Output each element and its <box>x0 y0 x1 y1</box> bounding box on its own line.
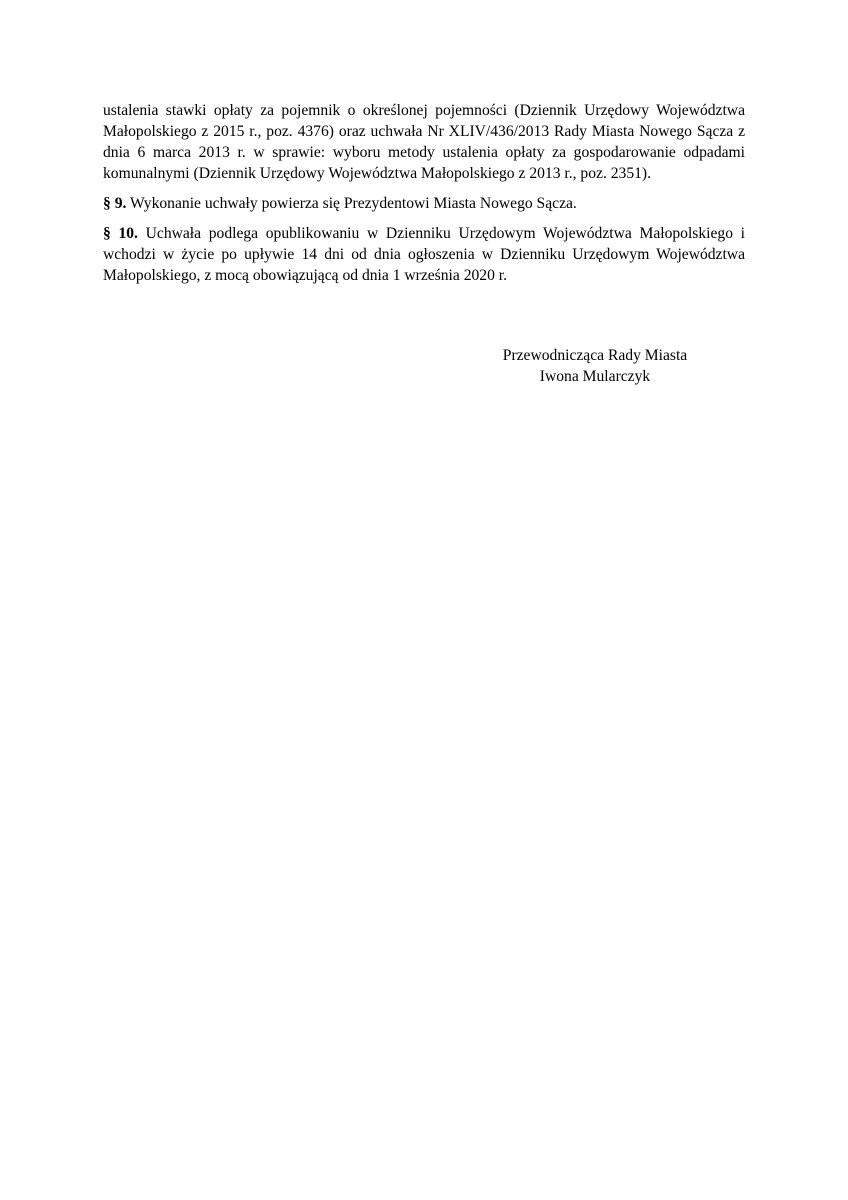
signature-title: Przewodnicząca Rady Miasta <box>502 347 688 364</box>
paragraph-text: Uchwała podlega opublikowaniu w Dzienniku Urzędowym Województwa Małopolskiego i wchodzi w życie po upływie 14 dni od dnia ogłoszenia w Dzienniku Urzędowym Województwa Małopolskiego, z mocą obowiązującą od dnia 1 września 2020 r. <box>103 225 746 284</box>
paragraph-section-9 <box>103 193 745 214</box>
signature-name: Iwona Mularczyk <box>539 368 651 385</box>
signature-block <box>470 345 720 387</box>
paragraph-section-10 <box>103 223 745 286</box>
document-body <box>103 100 745 286</box>
paragraph-text: Wykonanie uchwały powierza się Prezydentowi Miasta Nowego Sącza. <box>130 195 577 212</box>
paragraph-text: ustalenia stawki opłaty za pojemnik o określonej pojemności (Dziennik Urzędowy Województwa Małopolskiego z 2015 r., poz. 4376) oraz uchwała Nr XLIV/436/2013 Rady Miasta Nowego Sącza z dnia 6 marca 2013 r. w sprawie: wyboru metody ustalenia opłaty za gospodarowanie odpadami komunalnymi (Dziennik Urzędowy Województwa Małopolskiego z 2013 r., poz. 2351). <box>103 102 745 182</box>
paragraph-continuation <box>103 100 745 184</box>
section-number: § 10. <box>103 225 138 242</box>
section-number: § 9. <box>103 195 127 212</box>
